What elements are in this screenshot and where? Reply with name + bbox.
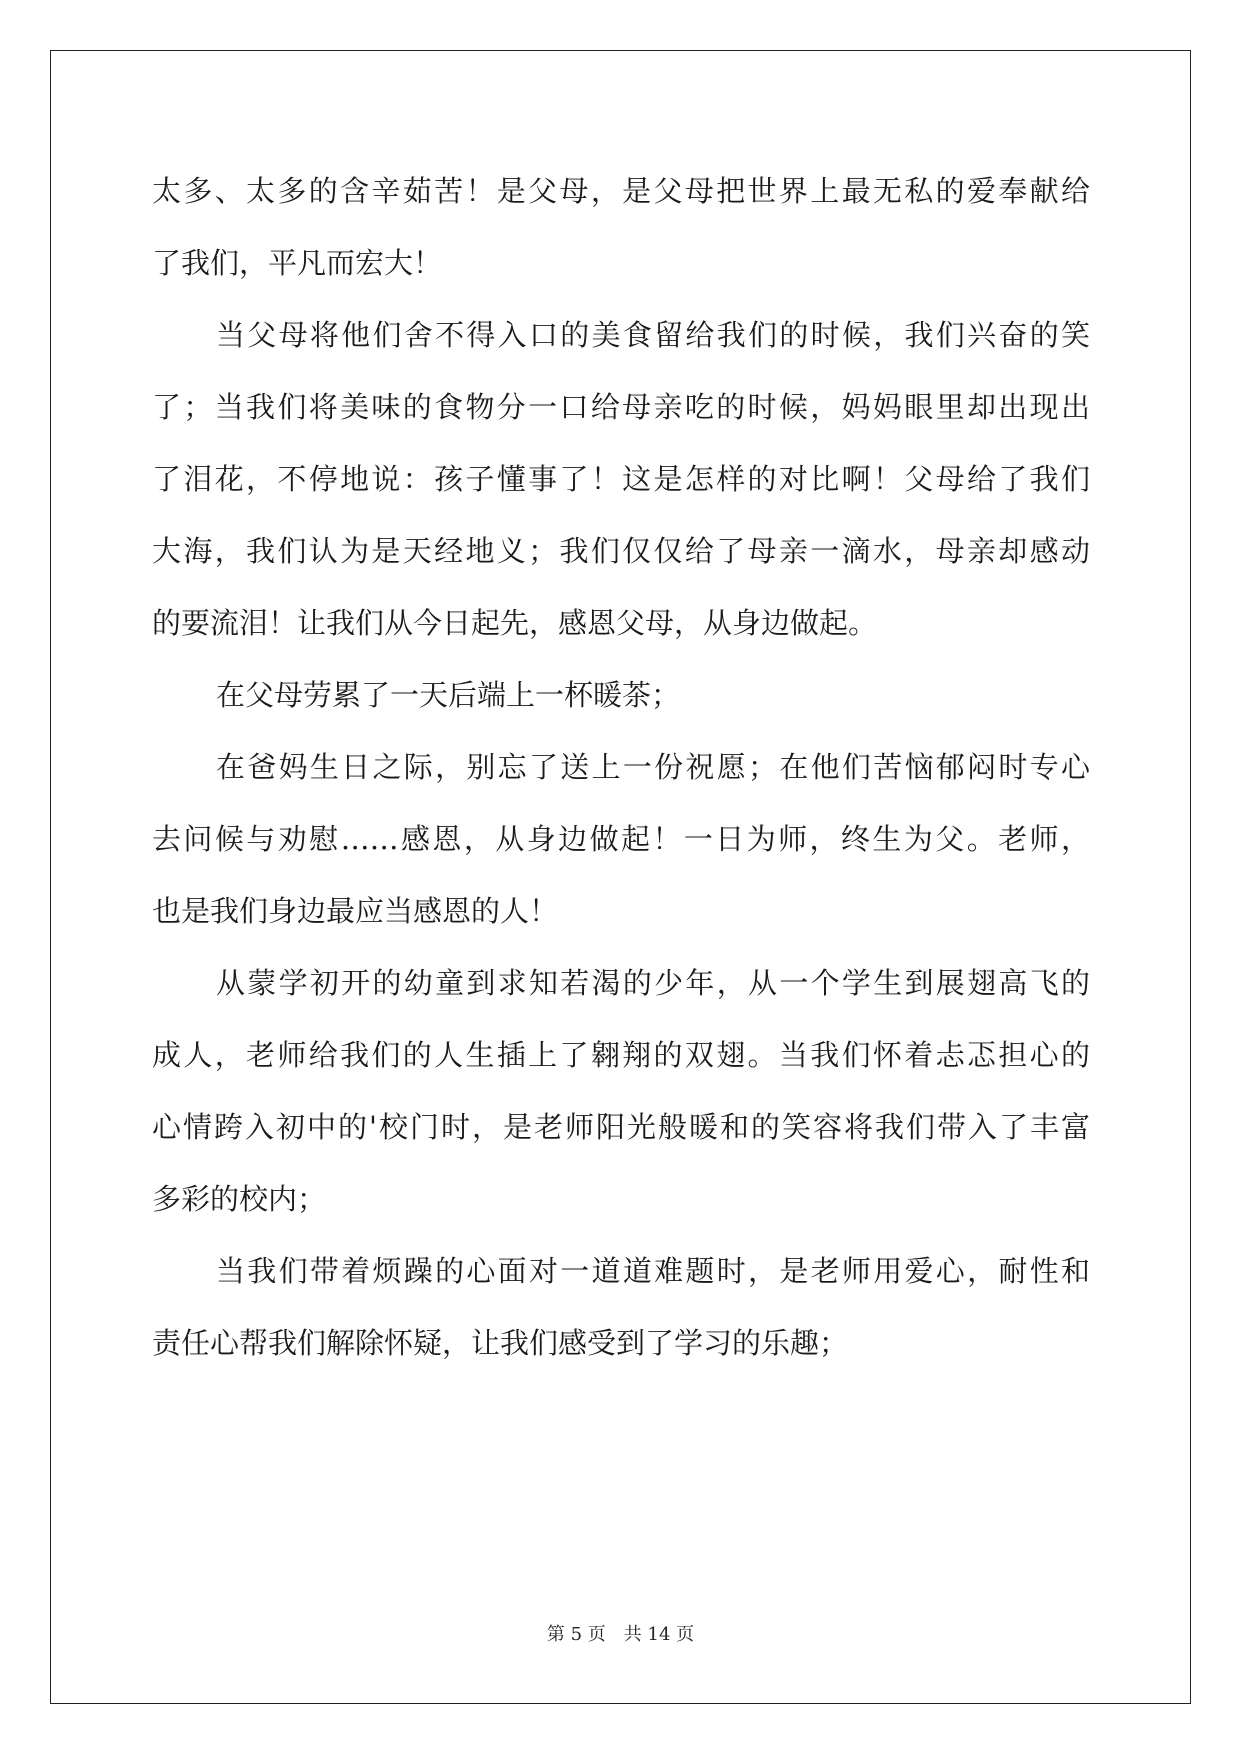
paragraph-line: 了泪花，不停地说：孩子懂事了！这是怎样的对比啊！父母给了我们 <box>152 462 1090 496</box>
paragraph-line: 了；当我们将美味的食物分一口给母亲吃的时候，妈妈眼里却出现出 <box>152 390 1090 424</box>
paragraph-line: 太多、太多的含辛茹苦！是父母，是父母把世界上最无私的爱奉献给 <box>152 174 1090 208</box>
paragraph-line: 多彩的校内； <box>152 1182 327 1216</box>
paragraph-line: 当父母将他们舍不得入口的美食留给我们的时候，我们兴奋的笑 <box>216 318 1090 352</box>
paragraph-line: 也是我们身边最应当感恩的人！ <box>152 894 559 928</box>
paragraph-line: 当我们带着烦躁的心面对一道道难题时，是老师用爱心，耐性和 <box>216 1254 1090 1288</box>
paragraph-line: 在爸妈生日之际，别忘了送上一份祝愿；在他们苦恼郁闷时专心 <box>216 750 1090 784</box>
paragraph-line: 在父母劳累了一天后端上一杯暖茶； <box>216 678 681 712</box>
paragraph-line: 责任心帮我们解除怀疑，让我们感受到了学习的乐趣； <box>152 1326 849 1360</box>
paragraph-line: 的要流泪！让我们从今日起先，感恩父母，从身边做起。 <box>152 606 878 640</box>
page-number-footer: 第 5 页 共 14 页 <box>546 1624 695 1645</box>
paragraph-line: 大海，我们认为是天经地义；我们仅仅给了母亲一滴水，母亲却感动 <box>152 534 1090 568</box>
document-body <box>152 155 1090 1379</box>
paragraph-line: 了我们，平凡而宏大！ <box>152 246 443 280</box>
paragraph-line: 去问候与劝慰……感恩，从身边做起！一日为师，终生为父。老师， <box>152 822 1090 856</box>
paragraph-line: 心情跨入初中的'校门时，是老师阳光般暖和的笑容将我们带入了丰富 <box>152 1110 1090 1144</box>
paragraph-line: 从蒙学初开的幼童到求知若渴的少年，从一个学生到展翅高飞的 <box>216 966 1090 1000</box>
paragraph-line: 成人，老师给我们的人生插上了翱翔的双翅。当我们怀着忐忑担心的 <box>152 1038 1090 1072</box>
